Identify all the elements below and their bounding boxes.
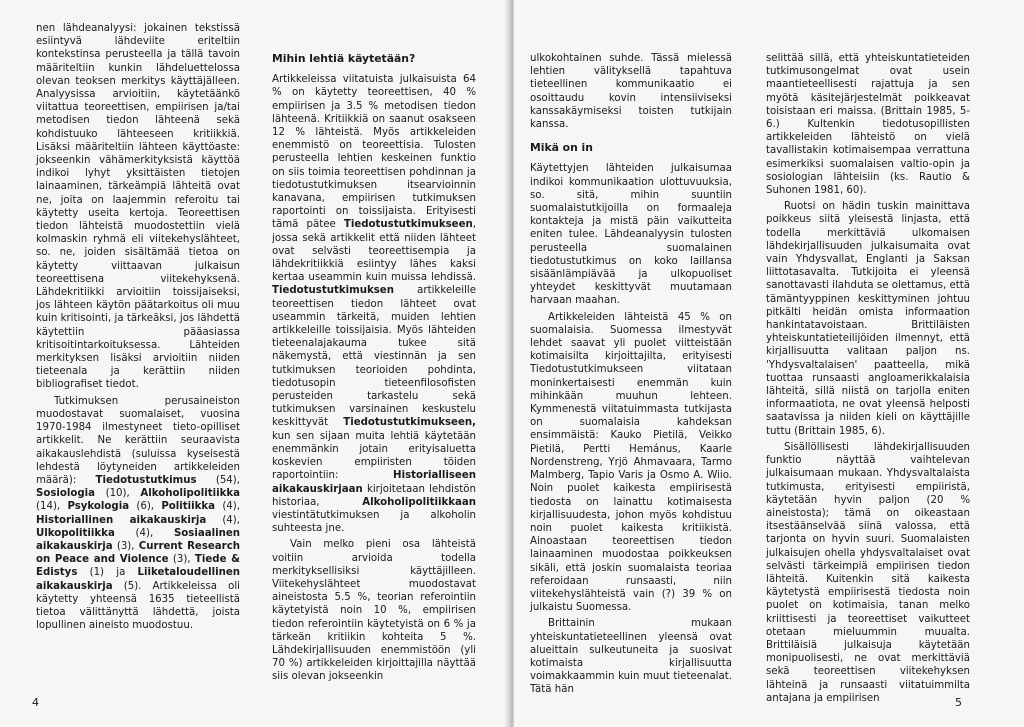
left-column-2	[272, 48, 476, 687]
paragraph: Sisällöllisesti lähdekirjallisuuden funktio näyttää vaihtelevan julkaisumaan mukaan. Yhdysvaltalaista tutkimusta, erityisesti empiiristä, käytetään hyvin paljon (20 % aineistosta); tämä on oikeastaan itsestäänselvää siinä valossa, että tarjonta on hyvin suuri. Suomalaisten julkaisujen ohella yhdysvaltalaiset ovat selvästi tärkeimpiä empiirisen tiedon lähteitä. Kuitenkin sitä kaikesta käytetystä empiirisestä tiedosta noin puolet on kotimaisia, tanan melko kriittisesti ja teoreettiset vaikutteet otetaan mieluummin muualta. Brittiläisiä julkaisuja käytetään monipuolisesti, ne ovat merkittäviä sekä teoreettisen viitekehyksen lähteinä ja runsaasti viitatuimmilta antajana ja empiirisen	[766, 441, 970, 704]
text: (54),	[196, 474, 240, 486]
text: (3),	[112, 540, 139, 552]
text: viestintätutkimuksen ja alkoholin suhteesta jne.	[272, 509, 476, 535]
journal-name: Current Research on Peace and Violence	[36, 540, 240, 566]
left-column-1	[36, 22, 240, 635]
journal-name: Tiedotustutkimus	[95, 474, 197, 486]
paragraph: selittää sillä, että yhteiskuntatieteiden tutkimusongelmat ovat usein maantieteellisesti rajattuja ja sen myötä käsitejärjestelmät poikkeavat toisistaan eri maissa. (Brittain 1985, 5-6.) Kultenkin tiedotusopillisten artikkeleiden lähteistö on vielä tavallistakin kotimaisempaa verrattuna esimerkiksi suomalaisen valtio-opin ja sosiologian lähteisiin (ks. Rautio & Suhonen 1981, 60).	[766, 53, 970, 197]
text: (6),	[129, 501, 162, 513]
paragraph: Artikkeleiden lähteistä 45 % on suomalaisia. Suomessa ilmestyvät lehdet saavat yli puolet viitteistään kotimaisilta kirjoittajilta, erityisesti Tiedotustutkimukseen viitataan moninkertaisesti enemmän kuin mihinkään muuhun lehteen. Kymmenestä viitatuimmasta tutkijasta on suomalaisia kahdeksan ensimmäistä: Kauko Pietilä, Veikko Pietilä, Pertti Hemánus, Kaarle Nordenstreng, Yrjö Ahmavaara, Tarmo Malmberg, Tapio Varis ja Osmo A. Wiio. Noin puolet kaikesta empiirisestä tiedosta on lainattu kotimaisesta kirjallisuudesta, johon myös kohdistuu noin puolet kaikesta kritiikistä. Ainoastaan teoreettisen tiedon lainaaminen muodostaa poikkeuksen sikäli, että joskin suomalaista teoriaa referoidaan runsaasti, niin viitekehyslähteistä vain (?) 39 % on julkaistu Suomessa.	[530, 311, 732, 614]
section-heading: Mikä on in	[530, 141, 593, 155]
text: (14),	[36, 501, 68, 513]
journal-name: Tiedotustutkimuksen	[272, 285, 394, 297]
text: (3),	[168, 554, 195, 566]
journal-name: Psykologia	[67, 501, 130, 513]
journal-name: Sosiaalinen aikakauskirja	[36, 527, 240, 552]
journal-name: Historialliseen aikakauskirjaan	[272, 470, 476, 495]
right-column-2	[766, 52, 970, 708]
paragraph: Brittainin mukaan yhteiskuntatieteellinen yleensä ovat alueittain sulkeutuneita ja suosivat kotimaista kirjallisuutta voimakkaammin kuin muut tieteenalat. Tätä hän	[530, 618, 732, 696]
journal-name: Tiedotustutkimukseen	[343, 219, 473, 231]
journal-name: Historiallinen aikakauskirja	[36, 514, 207, 526]
page-number: 5	[955, 696, 962, 709]
text: Artikkeleissa viitatuista julkaisuista 64 % on käytetty teoreettisen, 40 % empiirisen ja 3.5 % metodisen tiedon lähteenä. Kritiikkiä on saanut osakseen 12 % lähteistä. Myös artikkeleiden enemmistö on teoreettisia. Tulosten perusteella lehtien keskeinen funktio on siis toimia teoreettisen pohdinnan ja tiedotustutkimuksen itsearvioinnin kanavana, empiirisen tutkimuksen raportointi on toissijaista. Erityisesti tämä pätee	[272, 74, 476, 231]
text: Tutkimuksen perusaineiston muodostavat suomalaiset, vuosina 1970-1984 ilmestyneet tieto-opilliset artikkelit. Ne kerättiin seuraavista aikakauslehdistä (suluissa kyseisestä lehdestä löytyneiden artikkeleiden määrä):	[36, 395, 240, 486]
text: (4),	[114, 527, 174, 539]
page-number: 4	[32, 696, 39, 709]
paragraph: nen lähdeanalyysi: jokainen tekstissä esiintyvä lähdeviite eriteltiin kontekstinsa perusteella ja tällä tavoin määriteltiin kunkin lähdeluettelossa olevan teoksen merkitys käyttäjälleen. Analyysissa arvioitiin, käytetäänkö viitattua teoreettisen, empiirisen ja/tai metodisen tiedon lähteenä sekä kohdistuuko lähteeseen kritiikkiä. Lisäksi määriteltiin lähteen käyttöaste: jokseenkin vähämerkityksistä käyttöä indikoi lyhyt yksittäisten tietojen lainaaminen, tärkeämpiä lähteitä ovat ne, joita on laajemmin referoitu tai käytetty useita kertoja. Teoreettisen tiedon lähteistä muodostettiin vielä kolmaskin ryhmä eli viitekehyslähteet, so. ne, joiden sisältämää tietoa on käytetty viittaavan julkaisun teoreettisena viitekehyksenä. Lähdekritiikki arvioitiin toissijaiseksi, jos lähteen käytön päätarkoitus oli muu kuin kritisointi, ja tärkeäksi, jos lähdettä käytettiin pääasiassa kritisoitintarkoituksessa. Lähteiden merkityksen lisäksi arvioitiin niiden tieteenala ja kerättiin niiden bibliografiset tiedot.	[36, 23, 240, 391]
journal-name: Alkoholipolitiikkaan	[362, 496, 476, 508]
journal-name: Politiikka	[161, 501, 216, 513]
text: (1) ja	[77, 567, 138, 579]
journal-name: Ulkopolitiikka	[36, 527, 115, 539]
text: artikkeleille teoreettisen tiedon lähteet ovat useammin tärkeitä, muiden lehtien artikkeleille toissijaisia. Myös lähteiden tieteenalajakauma tukee sitä näkemystä, että viestinnän ja sen tutkimuksen teorioiden pohdinta, tiedotusopin tieteenfilosofisten perusteiden tarkastelu sekä tutkimuksen varsinainen keskustelu keskittyvät	[272, 285, 476, 429]
journal-name: Alkoholipolitiikka	[140, 488, 240, 500]
left-page	[0, 0, 510, 727]
paragraph: Käytettyjen lähteiden julkaisumaa indikoi kommunikaation ulottuvuuksia, so. sitä, mihin suuntiin suomalaistutkijoilla on formaaleja kontakteja ja mistä päin vaikutteita eniten tulee. Lähdeanalyysin tulosten perusteella suomalainen tiedotustutkimus on koko laillansa sisäänlämpiävää ja ulkopuoliset yhteydet keskittyvät muutamaan harvaan maahan.	[530, 163, 732, 307]
text: kirjoitetaan lehdistön historiaa,	[272, 483, 476, 508]
text: (4),	[215, 501, 240, 513]
journal-name: Liiketaloudellinen aikakauskirja	[36, 567, 240, 592]
text: kun sen sijaan muita lehtiä käytetään enemmänkin jotain erityisaluetta koskevien empiiristen töiden raportointiin:	[272, 430, 476, 482]
paragraph	[272, 73, 476, 535]
journal-name: Tiedotustutkimukseen,	[343, 417, 476, 429]
journal-name: Tiede & Edistys	[36, 554, 240, 579]
right-page	[514, 0, 1024, 727]
text: (4),	[206, 514, 240, 526]
section-heading: Mihin lehtiä käytetään?	[272, 52, 416, 65]
paragraph: Vain melko pieni osa lähteistä voitiin arvioida todella merkityksellisiksi käyttäjilleen. Viitekehyslähteet muodostavat aineistosta 5.5 %, teorian referointiin käytetyistä noin 10 %, empiirisen tiedon referointiin käytetyistä on 6 % ja tärkeän kritiikin kohteita 5 %. Lähdekirjallisuuden enemmistöön (yli 70 %) artikkeleiden kirjoittajilla näyttää siis olevan jokseenkin	[272, 539, 476, 683]
right-column-1	[530, 52, 732, 700]
paragraph-journals	[36, 395, 240, 633]
paragraph: Ruotsi on hädin tuskin mainittava poikkeus siitä yleisestä linjasta, että todella merkittäviä ulkomaisen lähdekirjallisuuden julkaisumaita ovat vain Yhdysvallat, Englanti ja Saksan liittotasavalta. Tutkijoita ei yleensä sanottavasti ilahduta se olettamus, että tämäntyyppinen keskittyminen johtuu pitkälti heidän omista informaation hankintatavoistaan. Brittiläisten yhteiskuntatieteilijöiden ilmennyt, että kirjallisuutta valitaan paljon ns. 'Yhdysvaltalaisen' paatteella, mikä tuottaa runsaasti angloamerikkalaisia lähteitä, sillä niistä on tarjolla eniten informaatiota, ne ovat yleensä helposti saatavissa ja niiden kieli on käyttäjille tuttu (Brittain 1985, 6).	[766, 201, 970, 437]
journal-name: Sosiologia	[36, 488, 96, 500]
paragraph: ulkokohtainen suhde. Tässä mielessä lehtien välityksellä tapahtuva tieteellinen kommunikaatio ei osoittaudu kovin intensiiviseksi kanssakäymiseksi toisten tutkijain kanssa.	[530, 53, 732, 131]
text: , jossa sekä artikkelit että niiden lähteet ovat selvästi teoreettisempia ja lähdekritiikkiä esiintyy lähes kaksi kertaa useammin kuin muissa lehdissä.	[272, 219, 476, 284]
text: (5). Artikkeleissa oli käytetty yhteensä 1635 tieteellistä tietoa välittänyttä lähdettä, joista lopullinen aineisto muodostuu.	[36, 580, 240, 632]
text: (10),	[95, 488, 141, 500]
